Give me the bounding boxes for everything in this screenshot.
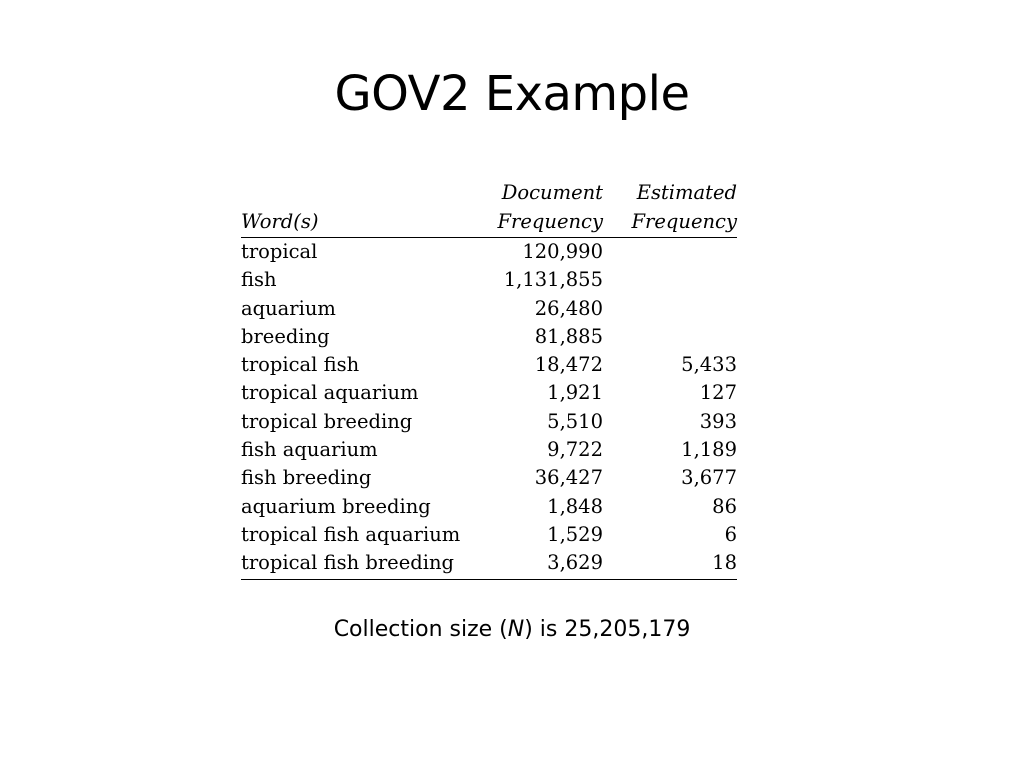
- header-words: Word(s): [241, 207, 469, 238]
- cell-estimated-frequency: 1,189: [681, 438, 737, 462]
- cell-estimated-frequency: 5,433: [681, 353, 737, 377]
- table-row: [241, 521, 737, 549]
- cell-estimated-frequency: [603, 295, 737, 323]
- cell-words: tropical fish: [241, 353, 360, 377]
- header-estimated-frequency: Frequency: [603, 207, 737, 238]
- cell-document-frequency: 120,990: [522, 240, 603, 263]
- cell-estimated-frequency: [603, 323, 737, 351]
- cell-document-frequency: 1,131,855: [503, 268, 603, 292]
- header-word-top: [241, 178, 469, 207]
- cell-estimated-frequency: 3,677: [681, 466, 737, 490]
- table-row: [241, 295, 737, 323]
- header-document-frequency: Frequency: [469, 207, 603, 238]
- table-row: [241, 266, 737, 294]
- cell-words: breeding: [241, 324, 330, 348]
- table-header-row: [241, 178, 737, 207]
- cell-estimated-frequency: 86: [712, 494, 737, 518]
- table-row: [241, 436, 737, 464]
- cell-document-frequency: 5,510: [547, 409, 603, 433]
- header-document: Document: [501, 181, 603, 204]
- cell-words: tropical fish breeding: [241, 549, 469, 579]
- header-estimated: Estimated: [636, 181, 737, 204]
- table-row: [241, 323, 737, 351]
- table-row: [241, 351, 737, 379]
- caption-prefix: Collection size (: [333, 617, 508, 642]
- cell-estimated-frequency: [603, 238, 737, 267]
- caption-variable: N: [507, 617, 525, 642]
- table-row: [241, 549, 737, 579]
- caption-suffix: ) is 25,205,179: [524, 617, 691, 642]
- collection-size-caption: [0, 617, 1024, 642]
- cell-estimated-frequency: 393: [699, 409, 737, 433]
- table-row: [241, 464, 737, 492]
- cell-document-frequency: 1,529: [547, 522, 603, 546]
- table-row: [241, 408, 737, 436]
- slide-title: GOV2 Example: [334, 66, 690, 122]
- cell-document-frequency: 26,480: [534, 296, 603, 320]
- table-row: [241, 493, 737, 521]
- cell-document-frequency: 9,722: [547, 438, 603, 462]
- table-body: [241, 238, 737, 580]
- cell-words: tropical breeding: [241, 409, 413, 433]
- cell-words: tropical fish aquarium: [241, 522, 461, 546]
- cell-words: tropical: [241, 240, 318, 263]
- cell-estimated-frequency: 6: [724, 522, 737, 546]
- cell-document-frequency: 36,427: [534, 466, 603, 490]
- cell-document-frequency: 81,885: [534, 324, 603, 348]
- cell-estimated-frequency: [603, 266, 737, 294]
- cell-words: fish aquarium: [241, 438, 378, 462]
- cell-estimated-frequency: 18: [603, 549, 737, 579]
- table-row: [241, 238, 737, 267]
- cell-words: fish breeding: [241, 466, 372, 490]
- cell-document-frequency: 18,472: [534, 353, 603, 377]
- cell-document-frequency: 1,848: [547, 494, 603, 518]
- cell-words: tropical aquarium: [241, 381, 419, 405]
- cell-estimated-frequency: 127: [699, 381, 737, 405]
- table-header-row: [241, 207, 737, 238]
- cell-document-frequency: 1,921: [547, 381, 603, 405]
- table-row: [241, 379, 737, 407]
- cell-words: aquarium breeding: [241, 494, 431, 518]
- cell-words: aquarium: [241, 296, 336, 320]
- frequency-table: [241, 178, 737, 580]
- cell-document-frequency: 3,629: [469, 549, 603, 579]
- cell-words: fish: [241, 268, 277, 292]
